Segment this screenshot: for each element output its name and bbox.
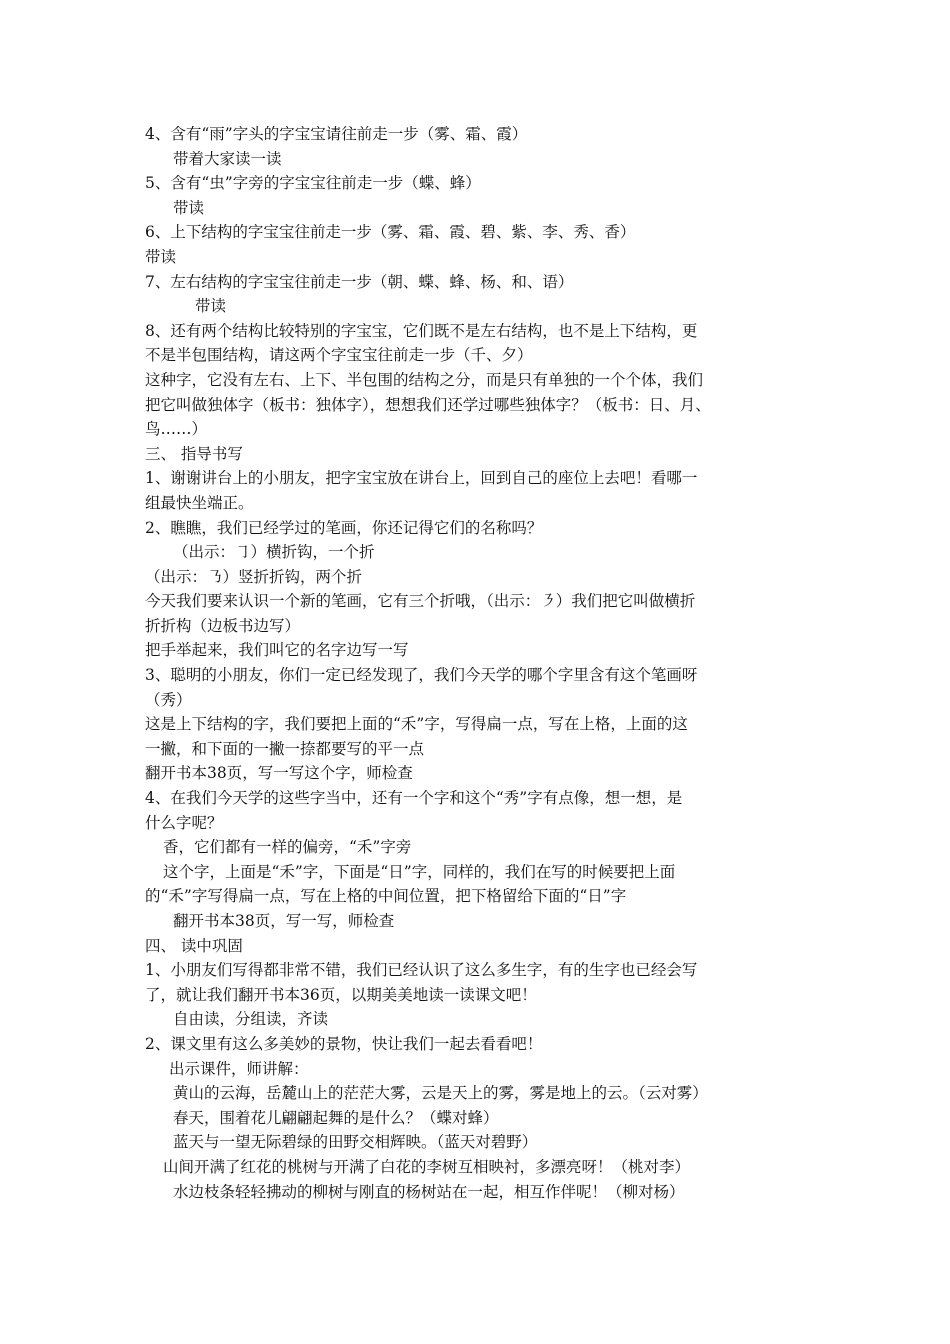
text-line: 把手举起来，我们叫它的名字边写一写 xyxy=(145,641,409,660)
text-line: 3、聪明的小朋友，你们一定已经发现了，我们今天学的哪个字里含有这个笔画呀 xyxy=(145,666,698,685)
text-line: 8、还有两个结构比较特别的字宝宝，它们既不是左右结构，也不是上下结构，更 xyxy=(145,321,698,340)
section-heading: 四、 读中巩固 xyxy=(145,936,243,955)
text-line: 带读 xyxy=(145,247,177,266)
text-line: 折折构（边板书边写） xyxy=(145,616,301,635)
text-line: 鸟……） xyxy=(145,420,208,439)
text-line: 今天我们要来认识一个新的笔画，它有三个折哦，（出示：㇋）我们把它叫做横折 xyxy=(145,592,696,611)
text-line: 5、含有“虫”字旁的字宝宝往前走一步（蝶、蜂） xyxy=(145,174,481,193)
text-line: 自由读，分组读，齐读 xyxy=(173,1010,329,1029)
text-line: 一撇，和下面的一撇一捺都要写的平一点 xyxy=(145,739,425,758)
text-line: （出示：㇆）横折钩，一个折 xyxy=(173,543,375,562)
text-line: （出示：㇡）竖折折钩，两个折 xyxy=(145,567,363,586)
text-line: 4、在我们今天学的这些字当中，还有一个字和这个“秀”字有点像，想一想，是 xyxy=(145,789,683,808)
text-line: 了，就让我们翻开书本36页，以期美美地读一读课文吧！ xyxy=(145,985,537,1004)
text-line: 出示课件，师讲解： xyxy=(169,1059,309,1078)
text-line: 香，它们都有一样的偏旁，“禾”字旁 xyxy=(163,838,412,857)
text-line: 2、瞧瞧，我们已经学过的笔画，你还记得它们的名称吗？ xyxy=(145,518,543,537)
text-line: 1、小朋友们写得都非常不错，我们已经认识了这么多生字，有的生字也已经会写 xyxy=(145,961,698,980)
document-page xyxy=(145,122,815,1204)
text-line: 不是半包围结构，请这两个字宝宝往前走一步（千、夕） xyxy=(145,346,533,365)
text-line: 组最快坐端正。 xyxy=(145,493,254,512)
text-line: 这是上下结构的字，我们要把上面的“禾”字，写得扁一点，写在上格，上面的这 xyxy=(145,715,688,734)
text-line: 带读 xyxy=(195,297,227,316)
text-line: 2、课文里有这么多美妙的景物，快让我们一起去看看吧！ xyxy=(145,1034,543,1053)
text-line: 山间开满了红花的桃树与开满了白花的李树互相映衬，多漂亮呀！（桃对李） xyxy=(163,1157,691,1176)
text-line: 翻开书本38页，写一写，师检查 xyxy=(173,912,395,930)
text-line: 带读 xyxy=(173,198,205,217)
text-line: 这种字，它没有左右、上下、半包围的结构之分，而是只有单独的一个个体，我们 xyxy=(145,370,704,389)
text-line: 4、含有“雨”字头的字宝宝请往前走一步（雾、霜、霞） xyxy=(145,125,528,143)
text-line: 什么字呢？ xyxy=(145,813,223,832)
text-line: 的“禾”字写得扁一点，写在上格的中间位置，把下格留给下面的“日”字 xyxy=(145,887,627,906)
text-line: 黄山的云海，岳麓山上的茫茫大雾，云是天上的雾，雾是地上的云。（云对雾） xyxy=(173,1084,708,1103)
text-line: 蓝天与一望无际碧绿的田野交相辉映。（蓝天对碧野） xyxy=(173,1133,538,1152)
text-line: 6、上下结构的字宝宝往前走一步（雾、霜、霞、碧、紫、李、秀、香） xyxy=(145,223,636,242)
text-line: 带着大家读一读 xyxy=(173,149,282,168)
text-line: 7、左右结构的字宝宝往前走一步（朝、蝶、蜂、杨、和、语） xyxy=(145,272,574,291)
text-line: 翻开书本38页，写一写这个字，师检查 xyxy=(145,764,413,783)
section-heading: 三、 指导书写 xyxy=(145,444,243,463)
text-line: 这个字，上面是“禾”字，下面是“日”字，同样的，我们在写的时候要把上面 xyxy=(163,862,676,881)
text-line: （秀） xyxy=(145,690,192,709)
text-line: 水边枝条轻轻拂动的柳树与刚直的杨树站在一起，相互作伴呢！（柳对杨） xyxy=(173,1182,685,1201)
text-line: 1、谢谢讲台上的小朋友，把字宝宝放在讲台上，回到自己的座位上去吧！看哪一 xyxy=(145,469,698,488)
text-line: 把它叫做独体字（板书：独体字），想想我们还学过哪些独体字？（板书：日、月、 xyxy=(145,395,711,414)
text-line: 春天，围着花儿翩翩起舞的是什么？（蝶对蜂） xyxy=(173,1108,499,1127)
